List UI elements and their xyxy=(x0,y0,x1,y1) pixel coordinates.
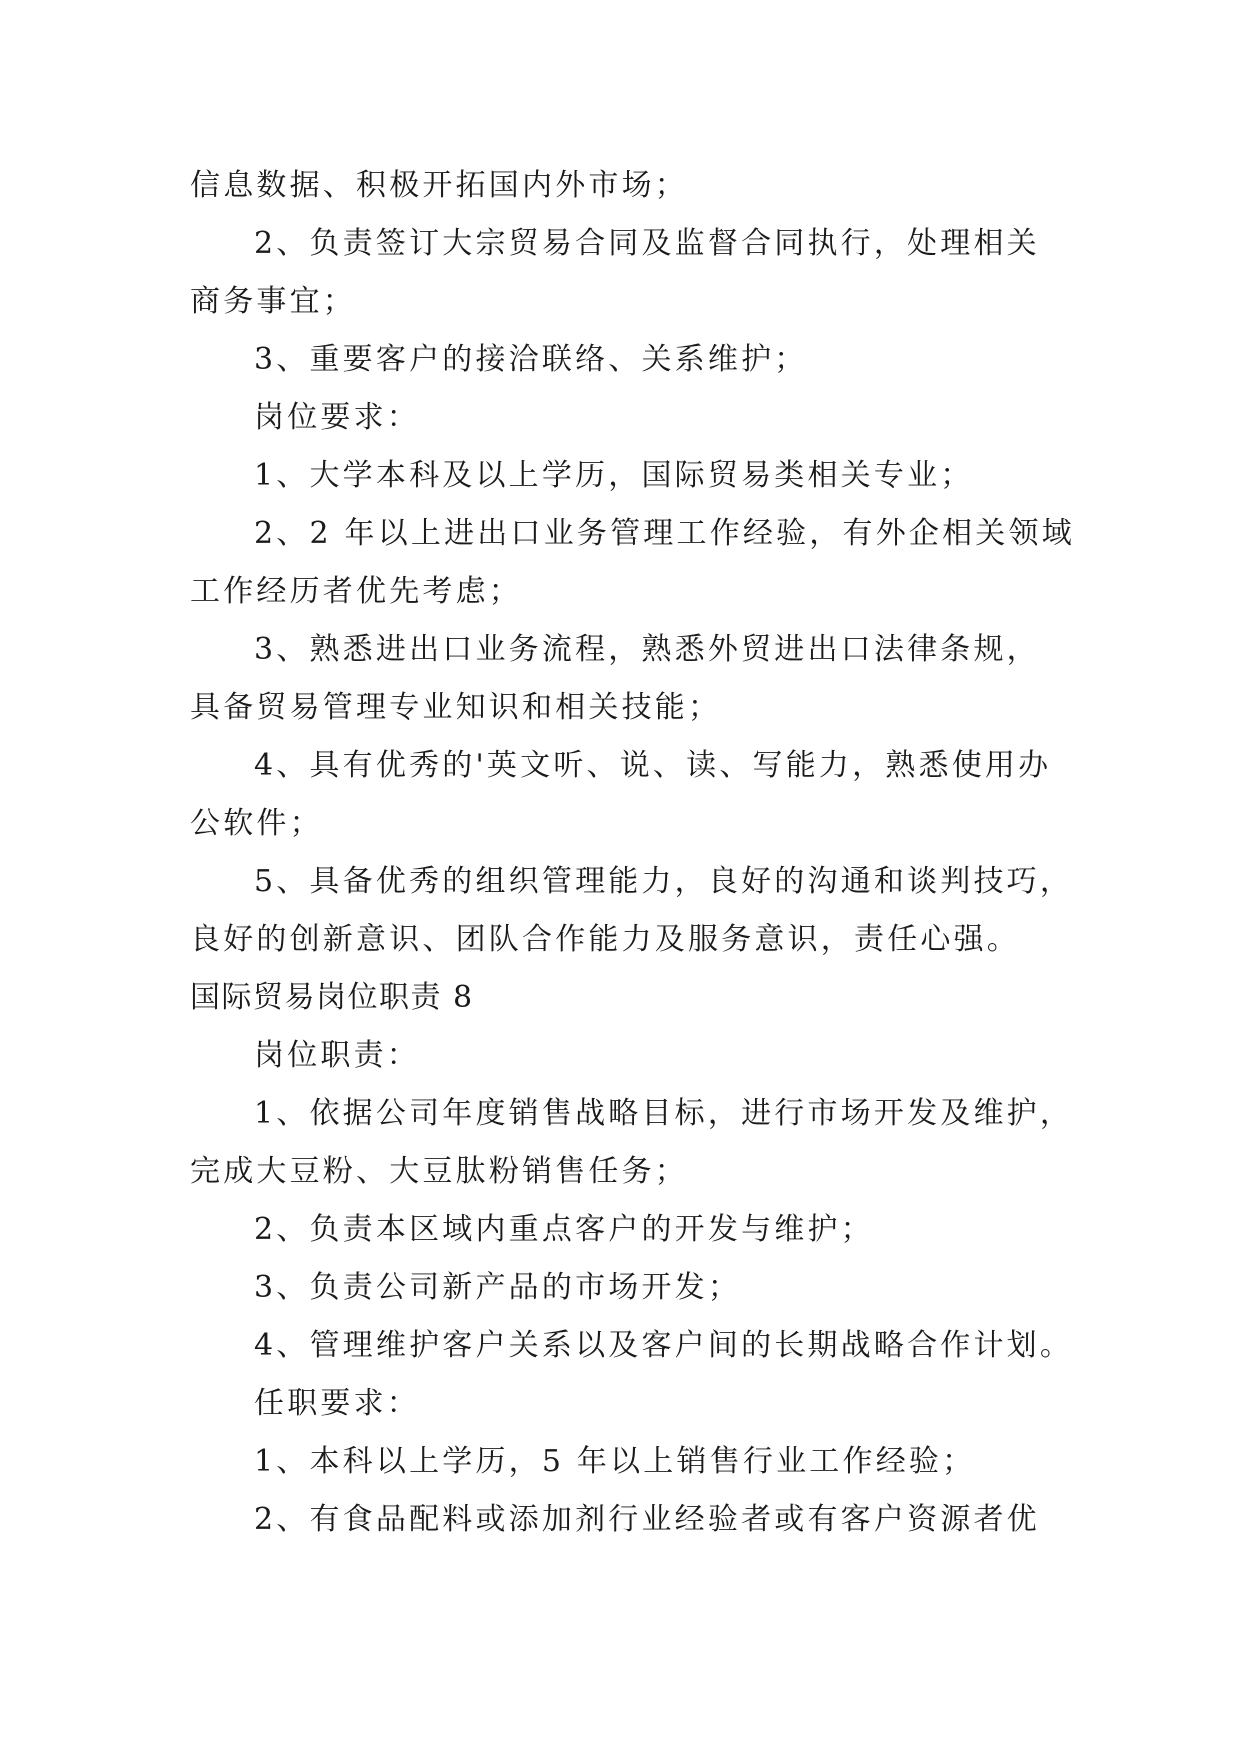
text-line: 完成大豆粉、大豆肽粉销售任务； xyxy=(190,1154,688,1189)
text-line: 3、负责公司新产品的市场开发； xyxy=(254,1270,742,1305)
text-line: 3、重要客户的接洽联络、关系维护； xyxy=(254,342,808,377)
text-line: 工作经历者优先考虑； xyxy=(190,574,522,609)
text-line: 商务事宜； xyxy=(190,284,356,319)
text-line: 2、负责本区域内重点客户的开发与维护； xyxy=(254,1212,874,1247)
text-line: 良好的创新意识、团队合作能力及服务意识，责任心强。 xyxy=(190,922,1020,957)
document-body xyxy=(190,157,1075,1549)
text-line: 4、管理维护客户关系以及客户间的长期战略合作计划。 xyxy=(254,1328,1074,1363)
text-line: 任职要求： xyxy=(254,1386,420,1421)
text-line: 具备贸易管理专业知识和相关技能； xyxy=(190,690,722,725)
text-line: 岗位要求： xyxy=(254,400,420,435)
text-line: 2、有食品配料或添加剂行业经验者或有客户资源者优 xyxy=(254,1502,1040,1537)
section-heading: 国际贸易岗位职责 8 xyxy=(190,980,474,1015)
text-line: 信息数据、积极开拓国内外市场； xyxy=(190,168,688,203)
text-line: 岗位职责： xyxy=(254,1038,420,1073)
text-line: 4、具有优秀的'英文听、说、读、写能力，熟悉使用办 xyxy=(254,748,1052,783)
text-line: 3、熟悉进出口业务流程，熟悉外贸进出口法律条规， xyxy=(254,632,1040,667)
text-line: 1、依据公司年度销售战略目标，进行市场开发及维护， xyxy=(254,1096,1074,1131)
text-line: 2、负责签订大宗贸易合同及监督合同执行，处理相关 xyxy=(254,226,1040,261)
text-line: 公软件； xyxy=(190,806,323,841)
text-line: 5、具备优秀的组织管理能力，良好的沟通和谈判技巧， xyxy=(254,864,1074,899)
text-line: 1、大学本科及以上学历，国际贸易类相关专业； xyxy=(254,458,974,493)
text-line: 1、本科以上学历，5 年以上销售行业工作经验； xyxy=(254,1444,976,1479)
text-line: 2、2 年以上进出口业务管理工作经验，有外企相关领域 xyxy=(254,516,1075,551)
